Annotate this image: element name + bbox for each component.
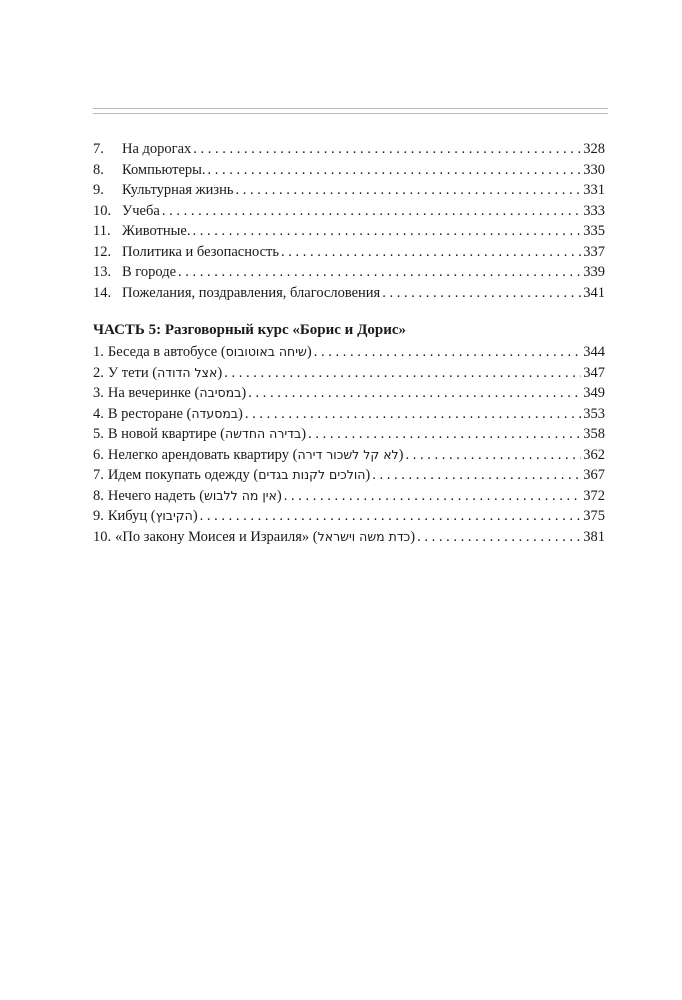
part-heading: ЧАСТЬ 5: Разговорный курс «Борис и Дорис» (93, 322, 407, 338)
toc-entry[interactable] (93, 180, 605, 201)
toc-entry-title: Нечего надеть ( (107, 487, 205, 504)
toc-entry-hebrew: הקיבוץ (155, 508, 193, 523)
toc-entry-title: У тети ( (107, 364, 158, 381)
toc-entry-page: 347 (583, 364, 605, 381)
toc-entry-close-paren: ) (398, 446, 404, 463)
toc-entry-page: 333 (583, 202, 605, 219)
toc-entry-number: 6. (93, 446, 104, 463)
toc-entry-number: 4. (93, 405, 104, 422)
dot-leader (284, 486, 582, 507)
dot-leader (382, 283, 581, 304)
toc-entry-close-paren: ) (241, 385, 247, 401)
toc-entry-page: 330 (583, 161, 605, 178)
toc-entry-title: Нелегко арендовать квартиру ( (107, 446, 298, 463)
dot-leader (236, 180, 582, 201)
toc-entry[interactable] (93, 404, 605, 425)
dot-leader (224, 363, 581, 384)
toc-entry-title: Политика и безопасность (122, 243, 279, 260)
toc-entry-title: Идем покупать одежду ( (107, 467, 259, 483)
toc-entry-title: На дорогах (122, 141, 192, 157)
toc-entry-close-paren: ) (276, 487, 282, 504)
toc-entry-number: 10. (93, 528, 112, 545)
toc-entry-page: 381 (583, 528, 605, 545)
toc-entry-close-paren: ) (410, 528, 416, 545)
toc-entry-title: В новой квартире ( (107, 426, 225, 442)
toc-entry-number: 9. (93, 508, 104, 524)
toc-entry-number: 3. (93, 385, 104, 401)
toc-entry-number: 10. (93, 202, 112, 219)
toc-entry-title: В ресторане ( (107, 405, 192, 422)
toc-entry-title: Компьютеры. (122, 161, 206, 178)
toc-entry[interactable] (93, 139, 605, 160)
dot-leader (162, 201, 581, 222)
toc-entry-hebrew: בדירה החדשה (225, 426, 302, 441)
toc-entry-number: 5. (93, 426, 104, 442)
dot-leader (245, 404, 581, 425)
toc-entry-page: 353 (583, 405, 605, 422)
dot-leader (314, 342, 582, 363)
toc-entry[interactable] (93, 383, 605, 404)
toc-entry-page: 331 (583, 182, 605, 198)
toc-entry-page: 367 (583, 467, 605, 483)
toc-entry-hebrew: במסעדה (191, 405, 239, 421)
dot-leader (372, 465, 581, 486)
toc-entry-hebrew: אין מה ללבוש (204, 487, 277, 503)
toc-entry[interactable] (93, 283, 605, 304)
toc-entry[interactable] (93, 506, 605, 527)
header-rule-top (93, 108, 608, 109)
toc-entry-hebrew: במסיבה (199, 385, 242, 400)
toc-entry[interactable] (93, 465, 605, 486)
toc-entry-page: 339 (583, 264, 605, 280)
toc-entry-title: Пожелания, поздравления, благословения (122, 284, 381, 301)
toc-entry-page: 344 (583, 344, 605, 360)
toc-part5 (93, 342, 605, 547)
toc-entry-number: 2. (93, 364, 104, 381)
toc-entry-page: 349 (583, 385, 605, 401)
toc-entry[interactable] (93, 424, 605, 445)
toc-entry-number: 8. (93, 161, 104, 178)
toc-entry-page: 328 (583, 141, 605, 157)
toc-entry-page: 335 (583, 223, 605, 239)
toc-entry-page: 337 (583, 243, 605, 260)
toc-entry-hebrew: לא קל לשכור דירה (297, 446, 399, 462)
dot-leader (193, 139, 581, 160)
toc-entry[interactable] (93, 242, 605, 263)
toc-entry-title: Кибуц ( (107, 508, 156, 524)
toc-entry[interactable] (93, 201, 605, 222)
toc-entry-page: 341 (583, 284, 605, 301)
dot-leader (248, 383, 581, 404)
toc-entry[interactable] (93, 486, 605, 507)
toc-entry[interactable] (93, 342, 605, 363)
toc-entry-hebrew: שיחה באוטובוס (225, 344, 307, 359)
toc-entry[interactable] (93, 160, 605, 181)
toc-entry-hebrew: אצל הדודה (157, 364, 218, 380)
toc-entry-number: 9. (93, 182, 104, 198)
header-rule-bottom (93, 113, 608, 114)
toc-entry-title: «По закону Моисея и Израиля» ( (115, 528, 318, 545)
dot-leader (208, 160, 582, 181)
toc-entry-number: 14. (93, 284, 112, 301)
toc-section-a (93, 139, 605, 303)
toc-entry-number: 7. (93, 141, 104, 157)
toc-entry-title: Культурная жизнь (122, 182, 234, 198)
dot-leader (281, 242, 581, 263)
toc-entry-close-paren: ) (217, 364, 223, 381)
toc-entry-close-paren: ) (238, 405, 243, 422)
toc-entry-close-paren: ) (365, 467, 371, 483)
toc-entry-page: 375 (583, 508, 605, 524)
toc-entry-page: 372 (583, 487, 605, 504)
toc-entry-close-paren: ) (301, 426, 307, 442)
toc-entry[interactable] (93, 527, 605, 548)
toc-entry[interactable] (93, 363, 605, 384)
toc-entry-title: Беседа в автобусе ( (107, 344, 226, 360)
toc-entry-page: 358 (583, 426, 605, 442)
toc-entry-hebrew: הולכים לקנות בגדים (258, 467, 366, 482)
dot-leader (178, 262, 581, 283)
dot-leader (200, 506, 582, 527)
toc-entry-number: 11. (93, 223, 111, 239)
toc-entry[interactable] (93, 445, 605, 466)
toc-entry-title: Животные. (122, 223, 191, 239)
toc-entry-page: 362 (583, 446, 605, 463)
toc-entry-number: 1. (93, 344, 104, 360)
dot-leader (192, 221, 581, 242)
toc-entry-title: На вечеринке ( (107, 385, 200, 401)
dot-leader (308, 424, 581, 445)
toc-entry[interactable] (93, 262, 605, 283)
toc-entry-number: 13. (93, 264, 112, 280)
toc-entry-title: Учеба (122, 202, 160, 219)
toc-entry-close-paren: ) (306, 344, 312, 360)
toc-entry[interactable] (93, 221, 605, 242)
toc-entry-number: 8. (93, 487, 104, 504)
toc-entry-close-paren: ) (192, 508, 198, 524)
dot-leader (417, 527, 581, 548)
toc-entry-hebrew: כדת משה וישראל (317, 528, 411, 544)
toc-entry-number: 7. (93, 467, 104, 483)
toc-entry-number: 12. (93, 243, 112, 260)
dot-leader (406, 445, 582, 466)
toc-entry-title: В городе (122, 264, 177, 280)
